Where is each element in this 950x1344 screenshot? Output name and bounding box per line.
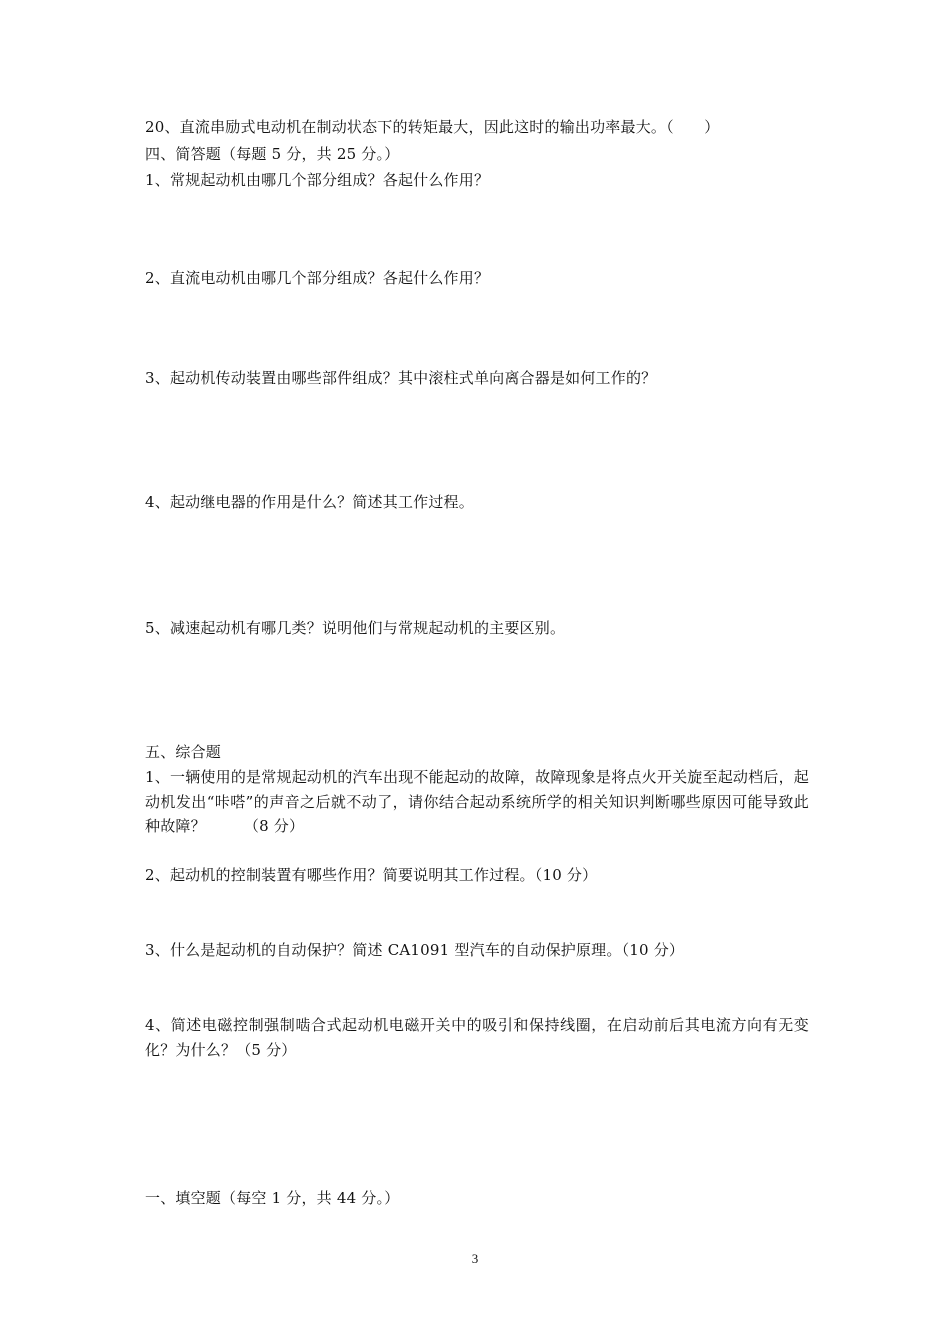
section-4-question-4: 4、起动继电器的作用是什么？简述其工作过程。 [145, 493, 474, 511]
section-4-question-2: 2、直流电动机由哪几个部分组成？各起什么作用？ [145, 269, 490, 287]
section-5-question-3: 3、什么是起动机的自动保护？简述 CA1091 型汽车的自动保护原理。（10 分） [145, 941, 685, 959]
section-5-question-4: 4、简述电磁控制强制啮合式起动机电磁开关中的吸引和保持线圈，在启动前后其电流方向有无变化？为什么？（5 分） [145, 1016, 809, 1059]
section-4-question-5: 5、减速起动机有哪几类？说明他们与常规起动机的主要区别。 [145, 619, 566, 637]
section-5-heading: 五、综合题 [145, 743, 222, 761]
section-4-question-1: 1、常规起动机由哪几个部分组成？各起什么作用？ [145, 171, 490, 189]
section-4-heading: 四、简答题（每题 5 分，共 25 分。） [145, 145, 400, 163]
section-4-question-3: 3、起动机传动装置由哪些部件组成？其中滚柱式单向离合器是如何工作的？ [145, 369, 657, 387]
page-number: 3 [471, 1251, 479, 1266]
section-5-question-1: 1、一辆使用的是常规起动机的汽车出现不能起动的故障，故障现象是将点火开关旋至起动档后，起动机发出“咔嗒”的声音之后就不动了，请你结合起动系统所学的相关知识判断哪些原因可能导致此种故障？ （8 分） [145, 768, 809, 835]
section-1-heading: 一、填空题（每空 1 分，共 44 分。） [145, 1189, 400, 1207]
judge-question-20: 20、直流串励式电动机在制动状态下的转矩最大，因此这时的输出功率最大。（ ） [145, 118, 720, 136]
section-5-question-2: 2、起动机的控制装置有哪些作用？简要说明其工作过程。（10 分） [145, 866, 598, 884]
